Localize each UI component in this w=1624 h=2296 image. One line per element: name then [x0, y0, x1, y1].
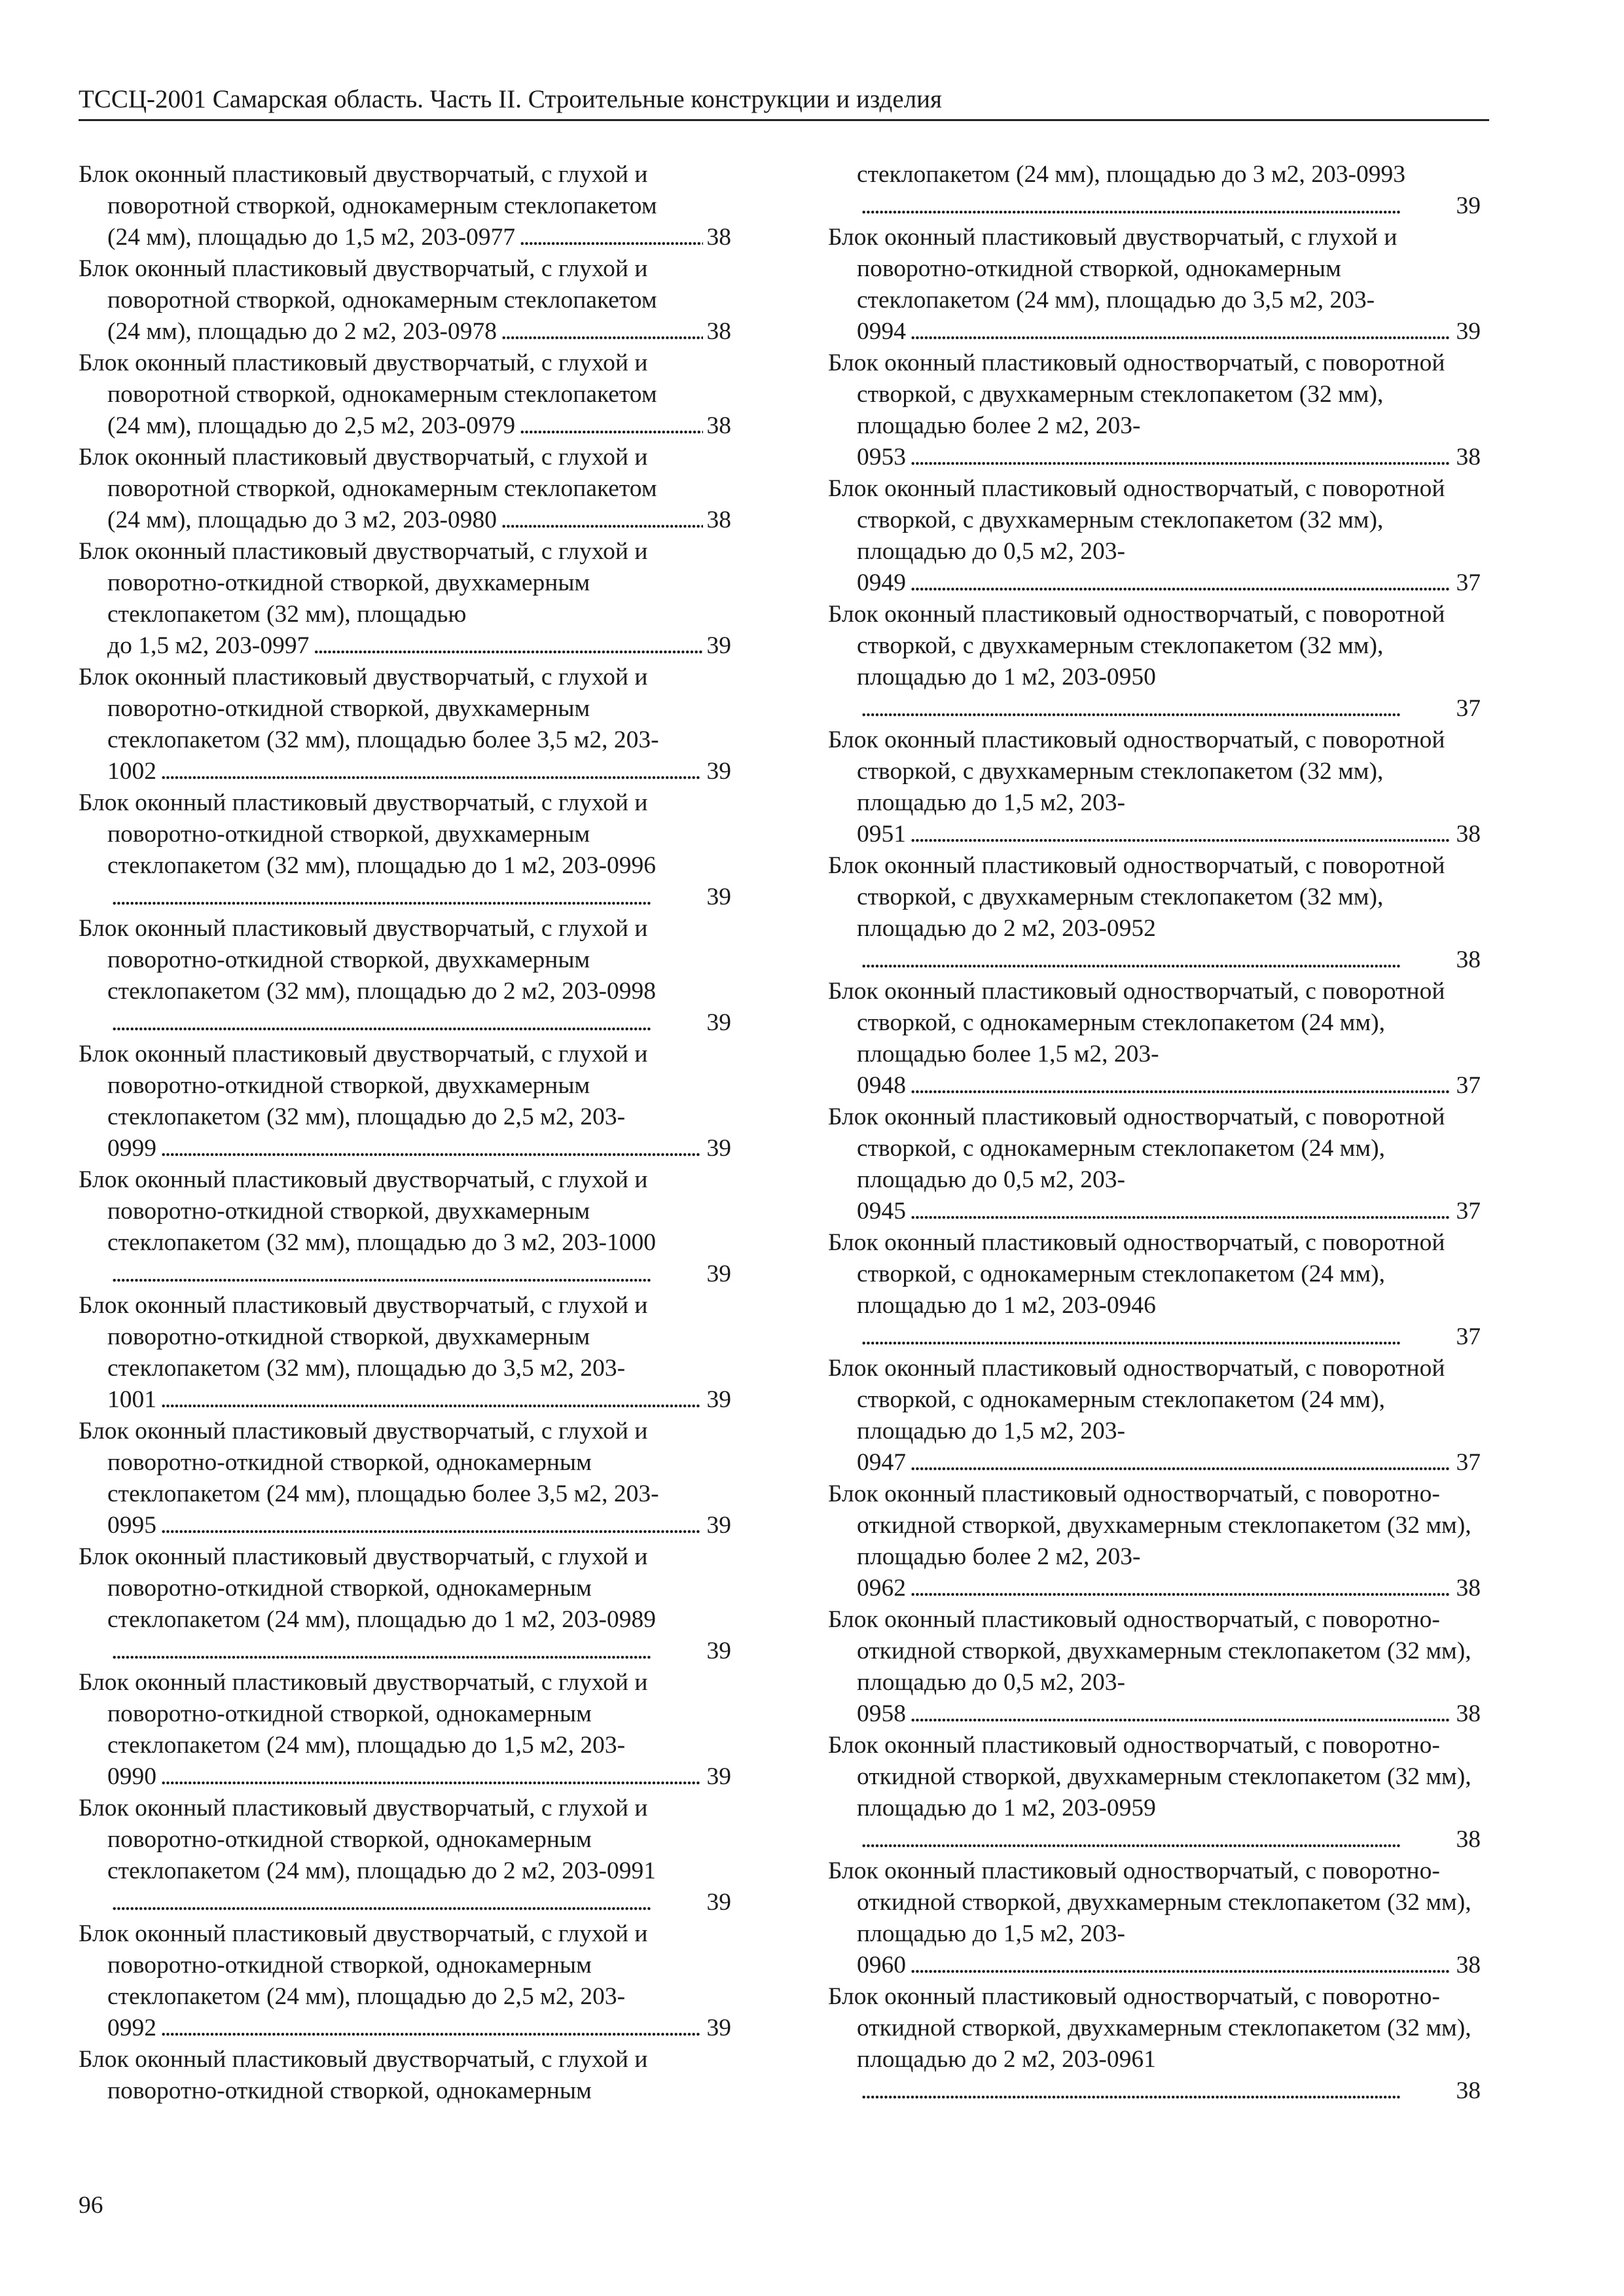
index-entry [79, 536, 731, 662]
index-entry-leader [107, 316, 731, 348]
index-entry-page: 37 [1456, 569, 1481, 596]
dot-leader [160, 756, 703, 787]
index-entry-leader [107, 505, 731, 536]
index-entry-tail: 0990 [107, 1763, 156, 1790]
index-entry [79, 159, 731, 253]
index-entry [828, 222, 1481, 348]
index-entry-text: Блок оконный пластиковый двустворчатый, с глухой и поворотной створкой, однокамерным стеклопакетом [79, 350, 657, 408]
index-entry [79, 1039, 731, 1164]
index-entry-leader [857, 819, 1481, 850]
dot-leader [111, 1259, 703, 1290]
running-header: ТССЦ-2001 Самарская область. Часть II. Строительные конструкции и изделия [79, 84, 1489, 121]
index-entry-page: 38 [1456, 1575, 1481, 1602]
index-entry-leader [857, 2075, 1481, 2107]
index-entry-tail: 0958 [857, 1700, 906, 1727]
index-entry [828, 1479, 1481, 1604]
index-entry-page: 37 [1456, 1072, 1481, 1099]
index-entry-page: 39 [706, 1009, 731, 1036]
index-entry-leader [107, 1887, 731, 1918]
index-entry-page: 39 [706, 1261, 731, 1287]
index-entry-text: Блок оконный пластиковый двустворчатый, с глухой и поворотно-откидной створкой, двухкамерным стеклопакетом (32 мм), площадью до 2 м2, 203-0998 [79, 915, 657, 1005]
index-entry-text: Блок оконный пластиковый двустворчатый, с глухой и поворотно-откидной створкой, однокамерным стеклопакетом (24 мм), площадью до 2 м2, 203-0991 [79, 1795, 657, 1884]
index-entry [79, 1290, 731, 1416]
index-entry-page: 39 [706, 1135, 731, 1162]
index-entry-page: 38 [1456, 2077, 1481, 2104]
index-entry-text: Блок оконный пластиковый одностворчатый, с поворотной створкой, с двухкамерным стеклопакетом (32 мм), площадью до 2 м2, 203-0952 [828, 852, 1445, 942]
index-entry [828, 348, 1481, 473]
index-entry-page: 39 [706, 1763, 731, 1790]
dot-leader [910, 819, 1453, 850]
index-entry-leader [857, 1824, 1481, 1856]
dot-leader [501, 505, 703, 536]
index-entry-leader [107, 1510, 731, 1541]
index-entry [828, 1856, 1481, 1981]
dot-leader [861, 1824, 1453, 1856]
index-entry-text: Блок оконный пластиковый одностворчатый, с поворотной створкой, с однокамерным стеклопакетом (24 мм), площадью более 1,5 м2, 203- [828, 978, 1445, 1067]
index-entry-tail: 1002 [107, 758, 156, 785]
dot-leader [111, 1636, 703, 1667]
index-entry-leader [107, 630, 731, 662]
index-entry-leader [857, 1950, 1481, 1981]
index-entry-text: Блок оконный пластиковый одностворчатый, с поворотной створкой, с двухкамерным стеклопакетом (32 мм), площадью до 1,5 м2, 203- [828, 726, 1445, 816]
dot-leader [160, 1761, 703, 1793]
index-entry [79, 1667, 731, 1793]
index-entry-leader [107, 1636, 731, 1667]
index-entry [828, 473, 1481, 599]
index-entry-text: Блок оконный пластиковый двустворчатый, с глухой и поворотно-откидной створкой, двухкамерным стеклопакетом (32 мм), площадью до 3,5 м2, 203- [79, 1292, 648, 1382]
index-entry-leader [857, 944, 1481, 976]
index-entry-leader [857, 567, 1481, 599]
dot-leader [861, 2075, 1453, 2107]
index-entry [79, 348, 731, 442]
dot-leader [910, 1196, 1453, 1227]
index-entry-tail: 0945 [857, 1198, 906, 1225]
index-entry-leader [857, 1698, 1481, 1730]
index-entry [828, 1102, 1481, 1227]
index-entry-leader [857, 1321, 1481, 1353]
index-entry-leader [107, 2013, 731, 2044]
index-entry [828, 159, 1481, 222]
index-entry-page: 37 [1456, 1323, 1481, 1350]
index-entry-tail: 1001 [107, 1386, 156, 1413]
index-entry-text: Блок оконный пластиковый двустворчатый, с глухой и поворотной створкой, однокамерным стеклопакетом [79, 444, 657, 502]
index-entry-leader [857, 1573, 1481, 1604]
index-entry-text: Блок оконный пластиковый двустворчатый, с глухой и поворотно-откидной створкой, однокамерным стеклопакетом (24 мм), площадью более 3,5 м2, 203- [79, 1418, 659, 1507]
index-entry-leader [107, 882, 731, 913]
index-entry-page: 37 [1456, 695, 1481, 722]
index-entry-leader [107, 1384, 731, 1416]
index-entry-tail: 0953 [857, 444, 906, 471]
index-entry-text: Блок оконный пластиковый двустворчатый, с глухой и поворотно-откидной створкой, однокамерным стеклопакетом (24 мм), площадью до 3,5 м2, 203- [828, 224, 1398, 314]
index-entry [79, 1918, 731, 2044]
index-entry-tail: до 1,5 м2, 203-0997 [107, 632, 310, 659]
dot-leader [501, 316, 703, 348]
index-entry-page: 38 [1456, 946, 1481, 973]
index-entry-page: 39 [706, 632, 731, 659]
dot-leader [111, 1007, 703, 1039]
dot-leader [910, 1698, 1453, 1730]
index-entry [828, 1730, 1481, 1856]
index-entry-text: Блок оконный пластиковый одностворчатый, с поворотной створкой, с двухкамерным стеклопакетом (32 мм), площадью более 2 м2, 203- [828, 350, 1445, 439]
index-entry-page: 39 [1456, 192, 1481, 219]
index-entry-page: 39 [706, 758, 731, 785]
index-entry-page: 39 [706, 1638, 731, 1664]
index-entry-tail: 0951 [857, 821, 906, 848]
index-entry [79, 1541, 731, 1667]
index-entry [828, 1227, 1481, 1353]
index-entry-tail: (24 мм), площадью до 1,5 м2, 203-0977 [107, 224, 516, 251]
index-entry-leader [857, 1070, 1481, 1102]
index-entry-tail: 0999 [107, 1135, 156, 1162]
index-entry-text: Блок оконный пластиковый двустворчатый, с глухой и поворотно-откидной створкой, двухкамерным стеклопакетом (32 мм), площадью до 2,5 м2, 203- [79, 1041, 648, 1130]
dot-leader [910, 442, 1453, 473]
index-entry-text: Блок оконный пластиковый одностворчатый, с поворотной створкой, с однокамерным стеклопакетом (24 мм), площадью до 1,5 м2, 203- [828, 1355, 1445, 1444]
index-entry-leader [107, 1259, 731, 1290]
index-entry [828, 1981, 1481, 2107]
index-entry-page: 37 [1456, 1449, 1481, 1476]
index-entry [79, 442, 731, 536]
index-entry-tail: (24 мм), площадью до 3 м2, 203-0980 [107, 507, 497, 533]
index-entry-tail: 0947 [857, 1449, 906, 1476]
index-entry-page: 38 [1456, 821, 1481, 848]
dot-leader [160, 1133, 703, 1164]
index-entry-text: Блок оконный пластиковый двустворчатый, с глухой и поворотной створкой, однокамерным стеклопакетом [79, 255, 657, 314]
index-entry-leader [857, 442, 1481, 473]
dot-leader [111, 1887, 703, 1918]
index-entry [828, 1353, 1481, 1479]
index-entry-tail: 0948 [857, 1072, 906, 1099]
index-entry-text: Блок оконный пластиковый одностворчатый, с поворотной створкой, с двухкамерным стеклопакетом (32 мм), площадью до 1 м2, 203-0950 [828, 601, 1445, 691]
index-entry-leader [107, 1133, 731, 1164]
dot-leader [910, 1447, 1453, 1479]
index-entry-tail: 0960 [857, 1952, 906, 1979]
dot-leader [861, 1321, 1453, 1353]
index-entry-text: Блок оконный пластиковый двустворчатый, с глухой и поворотно-откидной створкой, однокамерным стеклопакетом (24 мм), площадью до 1,5 м2, 203- [79, 1669, 648, 1759]
dot-leader [910, 316, 1453, 348]
index-entry-leader [857, 190, 1481, 222]
index-entry-page: 38 [1456, 444, 1481, 471]
index-entry [828, 1604, 1481, 1730]
index-entry-tail: 0995 [107, 1512, 156, 1539]
dot-leader [861, 944, 1453, 976]
index-entry [828, 599, 1481, 725]
dot-leader [910, 1573, 1453, 1604]
index-entry-tail: 0992 [107, 2015, 156, 2041]
index-entry-page: 38 [1456, 1952, 1481, 1979]
index-entry [828, 725, 1481, 850]
index-entry-tail: (24 мм), площадью до 2 м2, 203-0978 [107, 318, 497, 345]
index-entry-text: Блок оконный пластиковый одностворчатый, с поворотно-откидной створкой, двухкамерным стеклопакетом (32 мм), площадью до 1 м2, 203-0959 [828, 1732, 1471, 1821]
index-entry-page: 38 [706, 318, 731, 345]
index-entry-page: 39 [706, 884, 731, 910]
index-entry-page: 39 [706, 1889, 731, 1916]
index-column-left [79, 159, 731, 2123]
index-entry-text: Блок оконный пластиковый двустворчатый, с глухой и поворотно-откидной створкой, однокамерным [79, 2046, 648, 2104]
index-entry-page: 38 [706, 224, 731, 251]
index-entry-leader [857, 316, 1481, 348]
index-entry-text: Блок оконный пластиковый одностворчатый, с поворотно-откидной створкой, двухкамерным стеклопакетом (32 мм), площадью до 1,5 м2, 203- [828, 1857, 1471, 1947]
index-entry-leader [857, 1196, 1481, 1227]
page-number: 96 [79, 2192, 103, 2219]
index-entry-page: 38 [1456, 1700, 1481, 1727]
index-entry [79, 787, 731, 913]
dot-leader [160, 1510, 703, 1541]
index-entry-text: Блок оконный пластиковый двустворчатый, с глухой и поворотно-откидной створкой, двухкамерным стеклопакетом (32 мм), площадью более 3,5 м2, 203- [79, 664, 659, 753]
index-entry-leader [107, 410, 731, 442]
dot-leader [111, 882, 703, 913]
index-entry [79, 253, 731, 348]
dot-leader [861, 693, 1453, 725]
index-entry-page: 39 [706, 1512, 731, 1539]
index-entry-text: стеклопакетом (24 мм), площадью до 3 м2, 203-0993 [857, 161, 1406, 188]
index-entry-page: 38 [706, 507, 731, 533]
dot-leader [861, 190, 1453, 222]
index-entry-text: Блок оконный пластиковый двустворчатый, с глухой и поворотно-откидной створкой, однокамерным стеклопакетом (24 мм), площадью до 2,5 м2, 203- [79, 1920, 648, 2010]
dot-leader [910, 1070, 1453, 1102]
index-entry-text: Блок оконный пластиковый одностворчатый, с поворотно-откидной створкой, двухкамерным стеклопакетом (32 мм), площадью более 2 м2, 203- [828, 1480, 1471, 1570]
dot-leader [910, 567, 1453, 599]
index-entry [79, 2044, 731, 2107]
index-entry-leader [107, 1761, 731, 1793]
dot-leader [519, 222, 702, 253]
index-entry-text: Блок оконный пластиковый одностворчатый, с поворотной створкой, с однокамерным стеклопакетом (24 мм), площадью до 0,5 м2, 203- [828, 1103, 1445, 1193]
index-entry [79, 1416, 731, 1541]
dot-leader [519, 410, 702, 442]
index-entry-text: Блок оконный пластиковый одностворчатый, с поворотно-откидной створкой, двухкамерным стеклопакетом (32 мм), площадью до 2 м2, 203-0961 [828, 1983, 1471, 2073]
index-entry-leader [107, 756, 731, 787]
index-entry-leader [857, 693, 1481, 725]
index-entry-leader [857, 1447, 1481, 1479]
index-entry-page: 38 [706, 412, 731, 439]
index-entry-tail: (24 мм), площадью до 2,5 м2, 203-0979 [107, 412, 516, 439]
index-entry-page: 39 [706, 1386, 731, 1413]
index-entry-tail: 0949 [857, 569, 906, 596]
index-entry-leader [107, 222, 731, 253]
index-entry-text: Блок оконный пластиковый двустворчатый, с глухой и поворотно-откидной створкой, однокамерным стеклопакетом (24 мм), площадью до 1 м2, 203-0989 [79, 1543, 657, 1633]
index-entry [79, 913, 731, 1039]
index-entry-page: 39 [1456, 318, 1481, 345]
index-column-right [828, 159, 1481, 2123]
index-entry-text: Блок оконный пластиковый двустворчатый, с глухой и поворотной створкой, однокамерным стеклопакетом [79, 161, 657, 219]
index-entry-tail: 0994 [857, 318, 906, 345]
dot-leader [160, 2013, 703, 2044]
dot-leader [910, 1950, 1453, 1981]
index-entry-page: 39 [706, 2015, 731, 2041]
index-entry-tail: 0962 [857, 1575, 906, 1602]
index-entry [828, 976, 1481, 1102]
index-entry-text: Блок оконный пластиковый двустворчатый, с глухой и поворотно-откидной створкой, двухкамерным стеклопакетом (32 мм), площадью [79, 538, 648, 628]
index-entry-text: Блок оконный пластиковый одностворчатый, с поворотной створкой, с двухкамерным стеклопакетом (32 мм), площадью до 0,5 м2, 203- [828, 475, 1445, 565]
index-entry-text: Блок оконный пластиковый двустворчатый, с глухой и поворотно-откидной створкой, двухкамерным стеклопакетом (32 мм), площадью до 1 м2, 203-0996 [79, 789, 657, 879]
index-entry-page: 37 [1456, 1198, 1481, 1225]
index-entry [79, 662, 731, 787]
index-entry-text: Блок оконный пластиковый двустворчатый, с глухой и поворотно-откидной створкой, двухкамерным стеклопакетом (32 мм), площадью до 3 м2, 203-1000 [79, 1166, 657, 1256]
index-entry [79, 1164, 731, 1290]
index-entry-text: Блок оконный пластиковый одностворчатый, с поворотно-откидной створкой, двухкамерным стеклопакетом (32 мм), площадью до 0,5 м2, 203- [828, 1606, 1471, 1696]
index-entry-leader [107, 1007, 731, 1039]
index-entry-page: 38 [1456, 1826, 1481, 1853]
index-entry [828, 850, 1481, 976]
dot-leader [160, 1384, 703, 1416]
dot-leader [313, 630, 702, 662]
index-entry-text: Блок оконный пластиковый одностворчатый, с поворотной створкой, с однокамерным стеклопакетом (24 мм), площадью до 1 м2, 203-0946 [828, 1229, 1445, 1319]
index-entry [79, 1793, 731, 1918]
